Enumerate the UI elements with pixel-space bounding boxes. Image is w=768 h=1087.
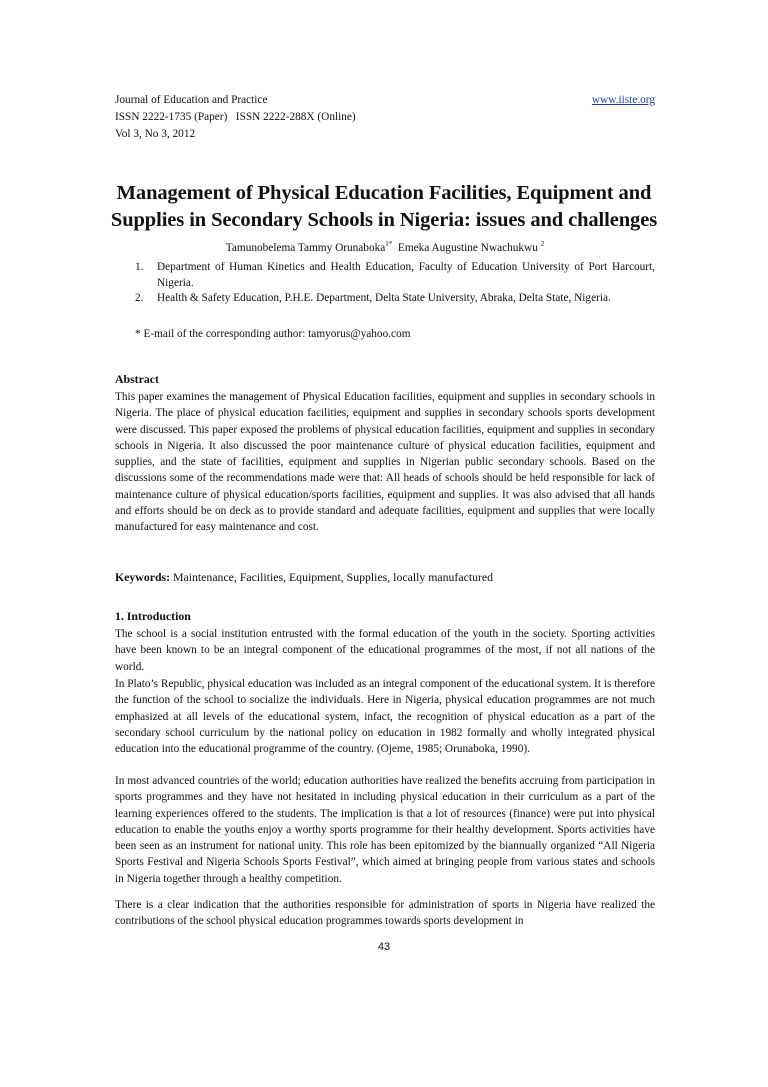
volume-line: Vol 3, No 3, 2012 — [115, 128, 196, 140]
keywords-text: Maintenance, Facilities, Equipment, Supplies, locally manufactured — [173, 570, 494, 584]
corresponding-email: * E-mail of the corresponding author: tamyorus@yahoo.com — [135, 328, 411, 340]
author-line — [115, 240, 655, 254]
page-number: 43 — [377, 941, 391, 953]
keywords-label: Keywords: — [115, 570, 171, 584]
author-2-marker: 2 — [540, 240, 545, 248]
intro-paragraph-2: In Plato’s Republic, physical education was included as an integral component of the educational system. It is therefore the function of the school to socialize the individuals. Here in Nigeria, physical education programmes are not much emphasized at all levels of the educational system, infact, the recognition of physical education as a part of the secondary school curriculum by the national policy on education in 1982 formally and wholly integrated physical education into the educational programme of the country. (Ojeme, 1985; Orunaboka, 1990). — [115, 678, 655, 756]
title-line-1: Management of Physical Education Facilities, Equipment and — [116, 182, 652, 204]
intro-paragraph-1: The school is a social institution entrusted with the formal education of the youth in the society. Sporting activities have been known to be an integral component of the educational programmes of the most, if not all nations of the world. — [115, 628, 655, 673]
intro-paragraph-4: There is a clear indication that the authorities responsible for administration of sports in Nigeria have realized the contributions of the school physical education programmes towards sports development in — [115, 899, 655, 928]
affiliation-item — [135, 291, 655, 307]
affiliation-text: Department of Human Kinetics and Health Education, Faculty of Education University of Port Harcourt, Nigeria. — [157, 261, 655, 289]
author-1: Tamunobelema Tammy Orunaboka — [225, 241, 386, 254]
affiliation-number: 2. — [135, 292, 144, 304]
affiliation-item — [135, 260, 655, 291]
keywords-line — [115, 570, 493, 585]
running-header — [115, 92, 655, 143]
intro-paragraph-3: In most advanced countries of the world; education authorities have realized the benefits accruing from participation in sports programmes and they have not hesitated in including physical education in their curriculum as a part of the learning experiences offered to the students. The implication is that a lot of resources (finance) were put into physical education to enable the youths enjoy a worthy sports programme for their healthy development. Sports activities have been seen as an instrument for national unity. This role has been epitomized by the biannually organized “All Nigeria Sports Festival and Nigeria Schools Sports Festival”, which aimed at bringing people from various states and schools in Nigeria together through a healthy competition. — [115, 775, 655, 885]
author-1-marker: 1* — [385, 240, 393, 248]
author-2: Emeka Augustine Nwachukwu — [397, 241, 538, 254]
abstract-text: This paper examines the management of Physical Education facilities, equipment and supplies in secondary schools in Nigeria. The place of physical education facilities, equipment and supplies in secondary schools sports development were discussed. This paper exposed the problems of physical education facilities, equipment and supplies in secondary schools in Nigeria. It also discussed the poor maintenance culture of physical education facilities, equipment and supplies, and the state of facilities, equipment and supplies in Nigerian public secondary schools. Based on the discussions some of the recommendations made were that: All heads of schools should be held responsible for lack of maintenance culture of physical education/sports facilities, equipment and supplies. It was also advised that all hands and efforts should be on deck as to provide standard and adequate facilities, equipment and supplies that were locally manufactured for easy maintenance and cost. — [115, 391, 655, 534]
journal-website-link[interactable]: www.iiste.org — [591, 94, 655, 106]
affiliation-number: 1. — [135, 261, 144, 273]
introduction-heading: 1. Introduction — [115, 609, 191, 623]
title-line-2: Supplies in Secondary Schools in Nigeria: issues and challenges — [110, 209, 658, 231]
issn-line: ISSN 2222-1735 (Paper) ISSN 2222-288X (Online) — [115, 111, 356, 123]
abstract-heading: Abstract — [115, 372, 159, 386]
affiliation-text: Health & Safety Education, P.H.E. Department, Delta State University, Abraka, Delta State, Nigeria. — [157, 292, 611, 304]
journal-name: Journal of Education and Practice — [115, 94, 268, 106]
paper-title — [100, 180, 668, 234]
affiliation-list — [135, 260, 655, 307]
